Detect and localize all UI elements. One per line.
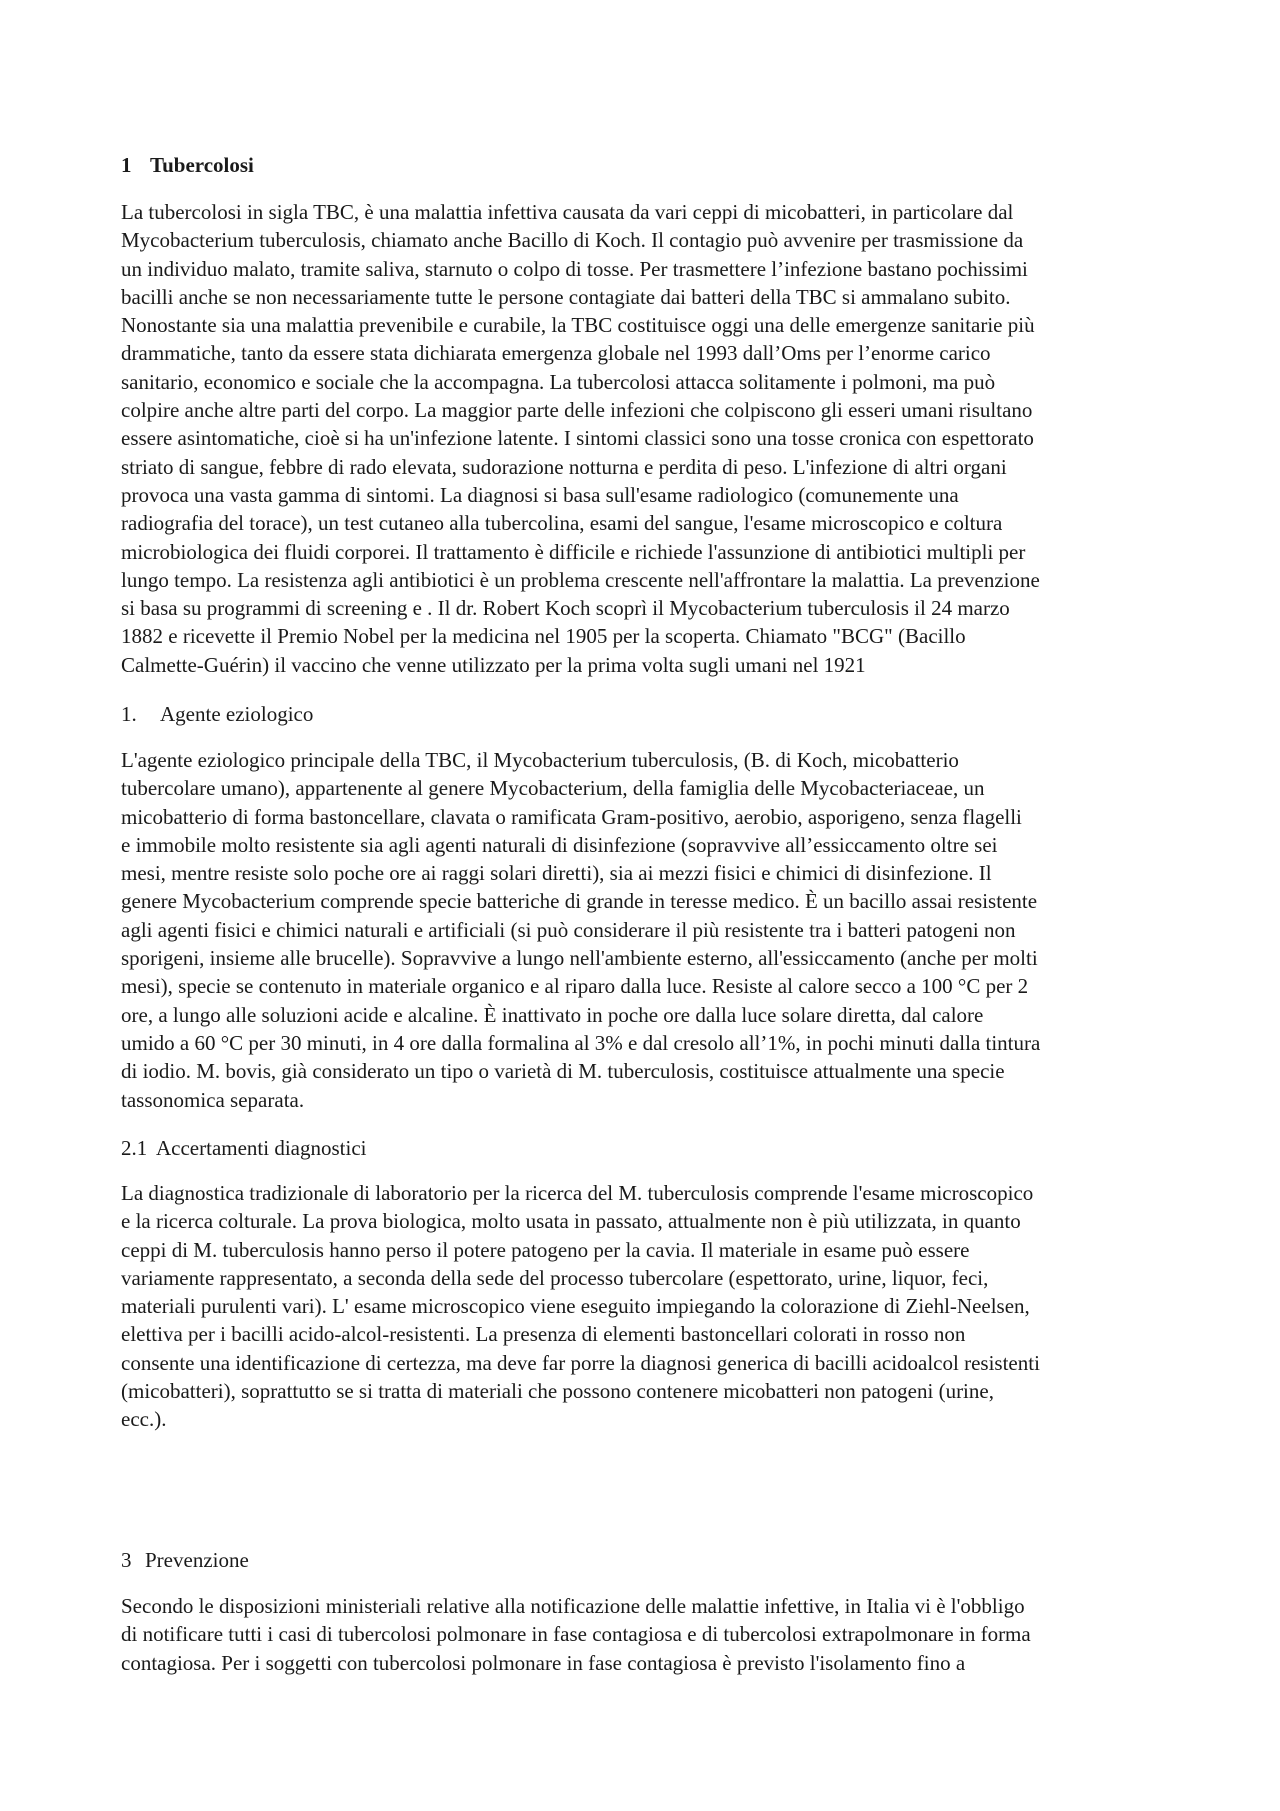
text-line: un individuo malato, tramite saliva, starnuto o colpo di tosse. Per trasmettere l’infezione bastano pochissimi: [121, 256, 1028, 281]
text-line: ore, a lungo alle soluzioni acide e alcaline. È inattivato in poche ore dalla luce solare diretta, dal calore: [121, 1002, 984, 1027]
text-line: elettiva per i bacilli acido-alcol-resistenti. La presenza di elementi bastoncellari colorati in rosso non: [121, 1322, 966, 1347]
text-line: provoca una vasta gamma di sintomi. La diagnosi si basa sull'esame radiologico (comunemente una: [121, 482, 959, 507]
text-line: si basa su programmi di screening e . Il dr. Robert Koch scoprì il Mycobacterium tuberculosis il 24 marzo: [121, 596, 1010, 621]
text-line: Calmette-Guérin) il vaccino che venne utilizzato per la prima volta sugli umani nel 1921: [121, 652, 866, 677]
section-number: 1.: [121, 702, 137, 726]
text-line: 1882 e ricevette il Premio Nobel per la medicina nel 1905 per la scoperta. Chiamato "BCG" (Bacillo: [121, 624, 966, 649]
text-line: mesi), specie se contenuto in materiale organico e al riparo dalla luce. Resiste al calore secco a 100 °C per 2: [121, 974, 1029, 999]
text-line: materiali purulenti vari). L' esame microscopico viene eseguito impiegando la colorazione di Ziehl-Neelsen,: [121, 1294, 1030, 1319]
text-line: di notificare tutti i casi di tubercolosi polmonare in fase contagiosa e di tubercolosi extrapolmonare in forma: [121, 1622, 1031, 1647]
section-title: Prevenzione: [145, 1548, 249, 1572]
text-line: tubercolare umano), appartenente al genere Mycobacterium, della famiglia delle Mycobacteriaceae, un: [121, 776, 985, 801]
text-line: micobatterio di forma bastoncellare, clavata o ramificata Gram-positivo, aerobio, asporigeno, senza flagelli: [121, 804, 1022, 829]
text-line: e immobile molto resistente sia agli agenti naturali di disinfezione (sopravvive all’essiccamento oltre sei: [121, 832, 998, 857]
text-line: tassonomica separata.: [121, 1087, 305, 1112]
text-line: variamente rappresentato, a seconda della sede del processo tubercolare (espettorato, urine, liquor, feci,: [121, 1265, 989, 1290]
text-line: mesi, mentre resiste solo poche ore ai raggi solari diretti), sia ai mezzi fisici e chimici di disinfezione. Il: [121, 861, 992, 886]
section-number: 2.1: [121, 1136, 148, 1160]
text-line: bacilli anche se non necessariamente tutte le persone contagiate dai batteri della TBC si ammalano subito.: [121, 284, 1011, 309]
text-line: umido a 60 °C per 30 minuti, in 4 ore dalla formalina al 3% e dal cresolo all’1%, in pochi minuti dalla tintura: [121, 1030, 1041, 1055]
text-line: ecc.).: [121, 1407, 167, 1432]
text-line: lungo tempo. La resistenza agli antibiotici è un problema crescente nell'affrontare la malattia. La prevenzione: [121, 567, 1040, 592]
text-line: consente una identificazione di certezza, ma deve far porre la diagnosi generica di bacilli acidoalcol resistenti: [121, 1350, 1040, 1375]
paragraph-prevenzione: [121, 1592, 1171, 1677]
text-line: essere asintomatiche, cioè si ha un'infezione latente. I sintomi classici sono una tosse cronica con espettorato: [121, 426, 1034, 451]
text-line: sporigeni, insieme alle brucelle). Sopravvive a lungo nell'ambiente esterno, all'essiccamento (anche per molti: [121, 946, 1038, 971]
section-title: Accertamenti diagnostici: [156, 1136, 367, 1160]
paragraph-tubercolosi: [121, 198, 1171, 679]
text-line: ceppi di M. tuberculosis hanno perso il potere patogeno per la cavia. Il materiale in esame può essere: [121, 1237, 970, 1262]
text-line: contagiosa. Per i soggetti con tubercolosi polmonare in fase contagiosa è previsto l'isolamento fino a: [121, 1650, 966, 1675]
text-line: striato di sangue, febbre di rado elevata, sudorazione notturna e perdita di peso. L'infezione di altri organi: [121, 454, 1007, 479]
text-line: genere Mycobacterium comprende specie batteriche di grande in teresse medico. È un bacillo assai resistente: [121, 889, 1038, 914]
text-line: drammatiche, tanto da essere stata dichiarata emergenza globale nel 1993 dall’Oms per l’enorme carico: [121, 341, 991, 366]
text-line: (micobatteri), soprattutto se si tratta di materiali che possono contenere micobatteri non patogeni (urine,: [121, 1379, 994, 1404]
section-title: Agente eziologico: [160, 702, 314, 726]
section-title: Tubercolosi: [150, 153, 254, 177]
text-line: radiografia del torace), un test cutaneo alla tubercolina, esami del sangue, l'esame microscopico e coltura: [121, 511, 1003, 536]
text-line: di iodio. M. bovis, già considerato un tipo o varietà di M. tuberculosis, costituisce attualmente una specie: [121, 1059, 1005, 1084]
text-line: colpire anche altre parti del corpo. La maggior parte delle infezioni che colpiscono gli esseri umani risultano: [121, 398, 1033, 423]
text-line: La tubercolosi in sigla TBC, è una malattia infettiva causata da vari ceppi di micobatteri, in particolare dal: [121, 200, 1014, 224]
text-line: sanitario, economico e sociale che la accompagna. La tubercolosi attacca solitamente i polmoni, ma può: [121, 369, 996, 394]
text-line: Mycobacterium tuberculosis, chiamato anche Bacillo di Koch. Il contagio può avvenire per trasmissione da: [121, 228, 1024, 253]
text-line: Secondo le disposizioni ministeriali relative alla notificazione delle malattie infettive, in Italia vi è l'obbligo: [121, 1594, 1025, 1618]
section-number: 1: [121, 153, 132, 177]
text-line: Nonostante sia una malattia prevenibile e curabile, la TBC costituisce oggi una delle emergenze sanitarie più: [121, 313, 1035, 338]
text-line: e la ricerca colturale. La prova biologica, molto usata in passato, attualmente non è più utilizzata, in quanto: [121, 1209, 1021, 1234]
text-line: La diagnostica tradizionale di laboratorio per la ricerca del M. tuberculosis comprende l'esame microscopico: [121, 1181, 1034, 1205]
section-heading-tubercolosi: [121, 151, 254, 179]
section-heading-agente-eziologico: [121, 700, 313, 728]
text-line: L'agente eziologico principale della TBC, il Mycobacterium tuberculosis, (B. di Koch, micobatterio: [121, 748, 959, 772]
text-line: microbiologica dei fluidi corporei. Il trattamento è difficile e richiede l'assunzione di antibiotici multipli per: [121, 539, 1026, 564]
section-number: 3: [121, 1548, 132, 1572]
section-heading-accertamenti-diagnostici: [121, 1134, 367, 1162]
paragraph-agente-eziologico: [121, 746, 1171, 1114]
text-line: agli agenti fisici e chimici naturali e artificiali (si può considerare il più resistente tra i batteri patogeni non: [121, 917, 1016, 942]
section-heading-prevenzione: [121, 1546, 249, 1574]
paragraph-accertamenti-diagnostici: [121, 1179, 1171, 1434]
